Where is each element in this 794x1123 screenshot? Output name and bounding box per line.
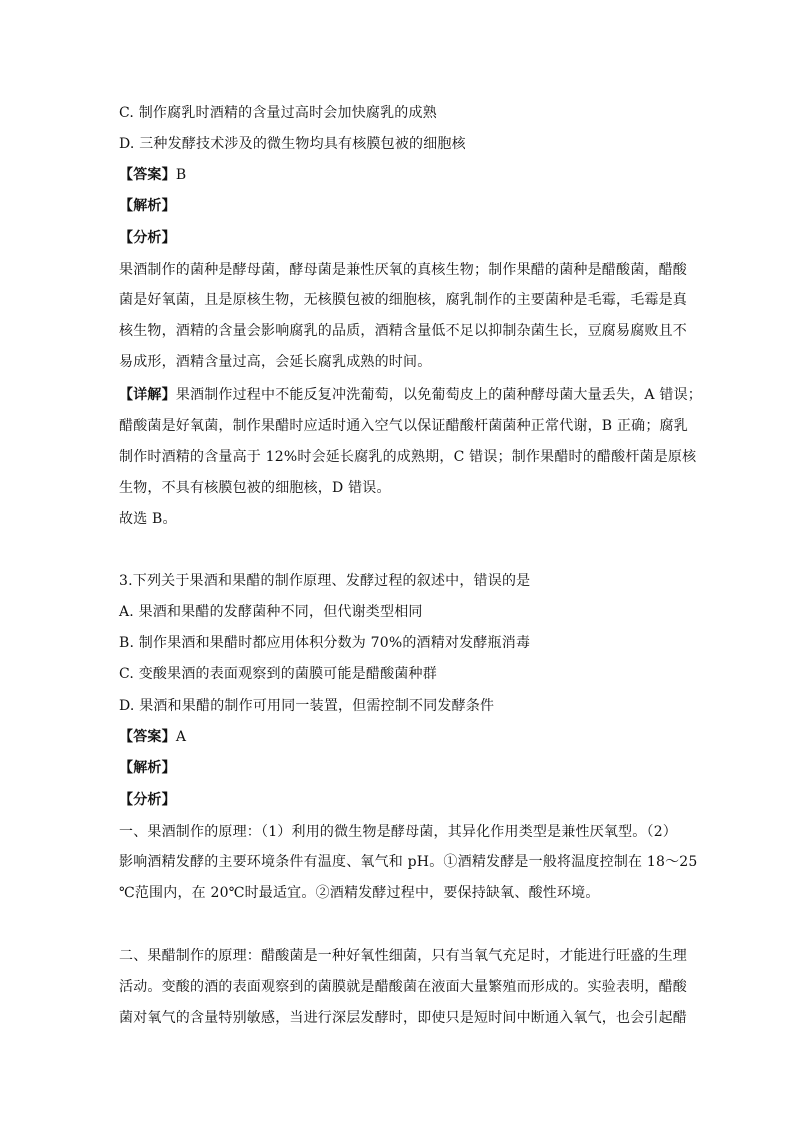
q2-answer-label: 【答案】 [119,167,176,183]
q2-detail-text-1: 果酒制作过程中不能反复冲洗葡萄，以免葡萄皮上的菌种酵母菌大量丢失，A 错误； [175,387,702,403]
q3-fenxi-label: 【分析】 [119,792,176,808]
q2-analysis-label: 【解析】 [119,198,176,214]
q3-option-d: D. 果酒和果醋的制作可用同一装置，但需控制不同发酵条件 [119,698,495,714]
q2-fenxi-line-3: 核生物，酒精的含量会影响腐乳的品质，酒精含量低不足以抑制杂菌生长，豆腐易腐败且不 [119,323,687,339]
q2-option-c: C. 制作腐乳时酒精的含量过高时会加快腐乳的成熟 [119,105,437,121]
q3-p1-line-3: ℃范围内，在 20℃时最适宜。②酒精发酵过程中，要保持缺氧、酸性环境。 [119,885,600,901]
q2-fenxi-label: 【分析】 [119,230,176,246]
q3-analysis-label: 【解析】 [119,760,176,776]
q3-p1-line-1: 一、果酒制作的原理：（1）利用的微生物是酵母菌，其异化作用类型是兼性厌氧型。（2） [119,824,678,840]
q2-conclusion: 故选 B。 [119,511,177,527]
q2-answer [119,166,679,184]
q3-p2-line-3: 菌对氧气的含量特别敏感，当进行深层发酵时，即使只是短时间中断通入氧气，也会引起醋 [119,1010,687,1026]
q2-fenxi-line-2: 菌是好氧菌，且是原核生物，无核膜包被的细胞核，腐乳制作的主要菌种是毛霉，毛霉是真 [119,292,687,308]
q2-detail-line-3: 制作时酒精的含量高于 12%时会延长腐乳的成熟期，C 错误；制作果醋时的醋酸杆菌是原核 [119,449,697,465]
q3-answer [119,728,679,746]
q2-fenxi-line-4: 易成形，酒精含量过高，会延长腐乳成熟的时间。 [119,354,432,370]
q2-detail-line-4: 生物，不具有核膜包被的细胞核，D 错误。 [119,480,391,496]
q2-option-d: D. 三种发酵技术涉及的微生物均具有核膜包被的细胞核 [119,136,466,152]
q2-answer-value: B [175,167,187,183]
q3-option-c: C. 变酸果酒的表面观察到的菌膜可能是醋酸菌种群 [119,666,437,682]
q3-p2-line-2: 活动。变酸的酒的表面观察到的菌膜就是醋酸菌在液面大量繁殖而形成的。实验表明，醋酸 [119,979,687,995]
q3-stem: 3.下列关于果酒和果醋的制作原理、发酵过程的叙述中，错误的是 [119,573,531,589]
q3-p1-line-2: 影响酒精发酵的主要环境条件有温度、氧气和 pH。①酒精发酵是一般将温度控制在 18～25 [119,854,698,870]
q3-option-b: B. 制作果酒和果醋时都应用体积分数为 70%的酒精对发酵瓶消毒 [119,635,531,651]
q3-answer-value: A [175,729,187,745]
q3-answer-label: 【答案】 [119,729,176,745]
q2-detail-label: 【详解】 [119,387,176,403]
q2-detail-line-2: 醋酸菌是好氧菌，制作果醋时应适时通入空气以保证醋酸杆菌菌种正常代谢，B 正确；腐乳 [119,418,688,434]
q2-fenxi-line-1: 果酒制作的菌种是酵母菌，酵母菌是兼性厌氧的真核生物；制作果醋的菌种是醋酸菌，醋酸 [119,262,687,278]
q3-option-a: A. 果酒和果醋的发酵菌种不同，但代谢类型相同 [119,604,423,620]
q2-detail-line-1 [119,386,702,404]
q3-p2-line-1: 二、果醋制作的原理：醋酸菌是一种好氧性细菌，只有当氧气充足时，才能进行旺盛的生理 [119,948,687,964]
